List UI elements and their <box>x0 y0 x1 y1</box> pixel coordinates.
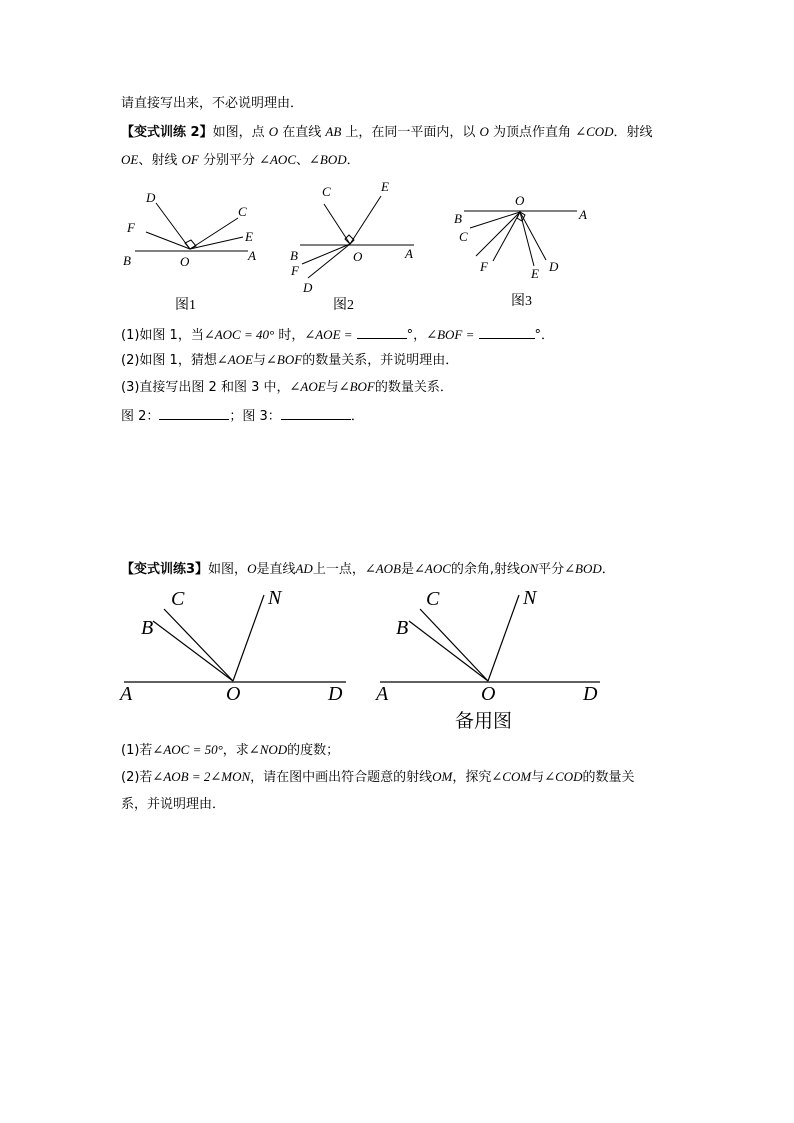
ex3-spare-label-d: D <box>583 683 598 705</box>
ex3-q2-line2: 系，并说明理由． <box>121 797 226 812</box>
ex3-fig-label-b: B <box>141 617 154 639</box>
ex3-text: 如图， <box>208 562 248 577</box>
ex2-text: 上，在同一平面内，以 <box>341 125 480 140</box>
ex3-q1-text: (1)若 <box>121 743 153 758</box>
fig1-label-d: D <box>146 190 156 205</box>
ex2-q1-angle-bof: ∠BOF = <box>426 327 475 342</box>
ex3-fig-label-a: A <box>120 683 133 705</box>
ex2-answers <box>121 407 364 425</box>
answer-blank-fig2[interactable] <box>159 407 229 420</box>
ex3-q2-text: ，请在图中画出符合题意的射线 <box>250 770 433 785</box>
fig3-label-b: B <box>454 211 462 226</box>
ex2-text: 分别平分 <box>198 153 260 168</box>
ex2-ray-oe: OE <box>121 152 139 167</box>
fig2-label-e: E <box>381 179 389 194</box>
ex3-q1-text: 的度数； <box>287 743 340 758</box>
fig1-label-c: C <box>238 204 247 219</box>
ex3-spare-label-o: O <box>481 683 496 705</box>
ex2-text: 、射线 <box>138 153 182 168</box>
ex2-statement-line1 <box>121 124 653 141</box>
ex3-statement <box>121 561 615 578</box>
ex3-q2-angle-com: ∠COM <box>491 769 532 784</box>
ex3-spare-label-n: N <box>523 587 537 609</box>
fig1-label-e: E <box>245 229 253 244</box>
ex3-spare-caption: 备用图 <box>455 710 513 732</box>
ex3-q1-text: ，求 <box>222 743 249 758</box>
ex3-angle-bod: ∠BOD <box>564 561 602 576</box>
fig3-label-o: O <box>515 193 525 208</box>
fig3-label-e: E <box>531 266 539 281</box>
ex2-tag: 【变式训练 2】 <box>121 125 213 140</box>
ex3-q1 <box>121 742 339 759</box>
ex2-q1-text: (1)如图 1，当 <box>121 328 204 343</box>
ex2-q2-angle-aoe: ∠AOE <box>216 352 253 367</box>
ex3-spare-label-b: B <box>396 617 409 639</box>
ex3-spare-label-c: C <box>426 588 440 610</box>
ex2-answer-label: 图 2： <box>121 409 160 424</box>
ex3-line-ad: AD <box>295 561 313 576</box>
ex3-text: 是 <box>401 562 415 577</box>
ex3-text: 平分 <box>538 562 565 577</box>
fig1-label-a: A <box>248 248 256 263</box>
ex2-point-o: O <box>268 124 279 139</box>
ex3-fig-label-d: D <box>328 683 343 705</box>
fig2-label-d: D <box>303 280 313 295</box>
ex3-q1-angle-aoc: ∠AOC = 50° <box>152 742 223 757</box>
ex2-q1-angle-aoc: ∠AOC = 40° <box>203 327 275 342</box>
ex2-q1-text: °． <box>534 328 555 343</box>
ex2-q3-angle-aoe: ∠AOE <box>289 379 326 394</box>
fig1-label-o: O <box>180 254 190 269</box>
ex2-point-o: O <box>479 124 489 139</box>
ex2-q3-text: 的数量关系． <box>374 380 453 395</box>
fig2-label-a: A <box>405 246 413 261</box>
ex2-q2-text: (2)如图 1，猜想 <box>121 353 217 368</box>
fig3-caption: 图3 <box>511 294 532 309</box>
ex2-q2 <box>121 352 458 369</box>
ex2-q3-text: 与 <box>325 380 339 395</box>
fig2-caption: 图2 <box>333 298 354 313</box>
ex2-ray-of: OF <box>181 152 199 167</box>
ex3-angle-aoc: ∠AOC <box>414 561 451 576</box>
ex3-spare-label-a: A <box>376 683 389 705</box>
answer-blank-fig3[interactable] <box>281 407 351 420</box>
fig1-label-f: F <box>127 220 135 235</box>
ex3-fig-label-c: C <box>171 588 185 610</box>
ex3-q2-ray-om: OM <box>432 769 453 784</box>
fig3-label-f: F <box>480 259 488 274</box>
ex2-q1 <box>121 326 554 344</box>
ex2-q1-text: °， <box>406 328 427 343</box>
ex3-q2-angle-aob: ∠AOB = 2∠MON <box>152 769 251 784</box>
ex2-text: 为顶点作直角 <box>488 125 576 140</box>
ex2-q1-angle-aoe: ∠AOE = <box>304 327 353 342</box>
ex2-q2-text: 与 <box>253 353 267 368</box>
fig3-label-d: D <box>549 259 559 274</box>
ex2-angle-aoc: ∠AOC <box>259 152 296 167</box>
fig1-caption: 图1 <box>175 298 196 313</box>
ex2-q2-angle-bof: ∠BOF <box>266 352 303 367</box>
ex2-angle-cod: ∠COD <box>575 124 614 139</box>
ex2-q1-text: 时， <box>274 328 305 343</box>
fig2-label-o: O <box>353 249 363 264</box>
ex2-text: 、 <box>296 153 310 168</box>
fig2-label-f: F <box>291 263 299 278</box>
intro-line: 请直接写出来，不必说明理由． <box>121 96 304 111</box>
ex2-answer-label: ；图 3： <box>229 409 281 424</box>
fig2-label-b: B <box>290 248 298 263</box>
ex2-answer-label: ． <box>350 409 364 424</box>
answer-blank-bof[interactable] <box>479 326 535 339</box>
ex2-q3-text: (3)直接写出图 2 和图 3 中， <box>121 380 290 395</box>
ex3-q2-text: 与 <box>531 770 545 785</box>
fig2-label-c: C <box>322 184 331 199</box>
ex3-q2-text: 的数量关 <box>582 770 635 785</box>
ex3-point-o: O <box>247 561 257 576</box>
ex3-tag: 【变式训练3】 <box>121 562 209 577</box>
ex2-line-ab: AB <box>325 124 342 139</box>
ex3-fig-label-n: N <box>268 587 282 609</box>
fig1-label-b: B <box>123 253 131 268</box>
fig3-label-c: C <box>459 229 468 244</box>
ex2-q3 <box>121 379 453 396</box>
ex3-q2 <box>121 769 635 786</box>
ex3-q2-text: ，探究 <box>452 770 492 785</box>
answer-blank-aoe[interactable] <box>357 326 407 339</box>
ex3-q2-angle-cod: ∠COD <box>544 769 583 784</box>
ex2-text: ．射线 <box>613 125 653 140</box>
ex2-q2-text: 的数量关系，并说明理由． <box>302 353 459 368</box>
ex2-text: 在直线 <box>278 125 326 140</box>
ex2-statement-line2 <box>121 152 360 169</box>
fig3-label-a: A <box>579 207 587 222</box>
ex3-fig-label-o: O <box>226 683 241 705</box>
ex3-text: 的余角,射线 <box>450 562 521 577</box>
ex2-text: 如图，点 <box>212 125 269 140</box>
ex3-text: 是直线 <box>256 562 296 577</box>
ex3-text: ． <box>601 562 615 577</box>
ex2-q3-angle-bof: ∠BOF <box>338 379 375 394</box>
ex3-q1-angle-nod: ∠NOD <box>248 742 288 757</box>
ex3-ray-on: ON <box>520 561 539 576</box>
ex3-angle-aob: ∠AOB <box>364 561 401 576</box>
ex3-q2-text: (2)若 <box>121 770 153 785</box>
ex2-text: ． <box>346 153 360 168</box>
ex2-angle-bod: ∠BOD <box>309 152 347 167</box>
ex3-text: 上一点， <box>312 562 365 577</box>
